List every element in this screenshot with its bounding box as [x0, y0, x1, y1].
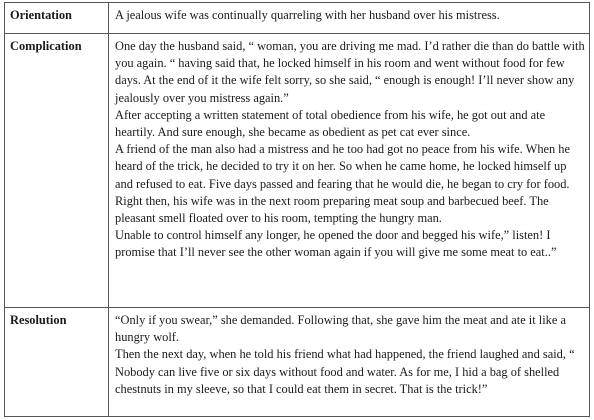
complication-paragraph-4: Unable to control himself any longer, he opened the door and begged his wife,” listen! I promise that I’ll never see the other woman again if you will give me some meat to eat..” [115, 228, 557, 260]
row-label-resolution: Resolution [5, 308, 109, 417]
row-content-resolution [109, 308, 590, 417]
resolution-paragraph-1: “Only if you swear,” she demanded. Following that, she gave him the meat and ate it like a hungry wolf. [115, 313, 566, 345]
complication-paragraph-3: A friend of the man also had a mistress and he too had got no peace from his wife. When he heard of the trick, he decided to try it on her. So when he came home, he locked himself up and refused to eat. Five days passed and fearing that he would die, he began to cry for food. Right then, his wife was in the next room preparing meat soup and barbecued beef. The pleasant smell floated over to his room, tempting the hungry man. [115, 142, 570, 226]
table-row-complication [5, 34, 590, 308]
row-label-complication: Complication [5, 34, 109, 308]
resolution-paragraph-2: Then the next day, when he told his friend what had happened, the friend laughed and said, “ Nobody can live five or six days without food and water. As for me, I hid a bag of shelled chestnuts in my sleeve, so that I could eat them in secret. That is the trick!” [115, 347, 575, 396]
row-content-complication [109, 34, 590, 308]
story-structure-table [4, 2, 590, 417]
table-row-resolution [5, 308, 590, 417]
row-content-orientation [109, 3, 590, 34]
story-structure-table-frame [4, 2, 590, 417]
complication-paragraph-2: After accepting a written statement of total obedience from his wife, he got out and ate heartily. And sure enough, she became as obedient as pet cat ever since. [115, 107, 546, 140]
table-row-orientation [5, 3, 590, 34]
complication-paragraph-1: One day the husband said, “ woman, you are driving me mad. I’d rather die than do battle with you again. “ having said that, he locked himself in his room and went without food for few days. At the end of it the wife felt sorry, so she said, “ enough is enough! I’ll never show any jealously over you mistress again.” [115, 39, 585, 105]
row-label-orientation: Orientation [5, 3, 109, 34]
orientation-paragraph-1: A jealous wife was continually quarreling with her husband over his mistress. [115, 8, 500, 22]
